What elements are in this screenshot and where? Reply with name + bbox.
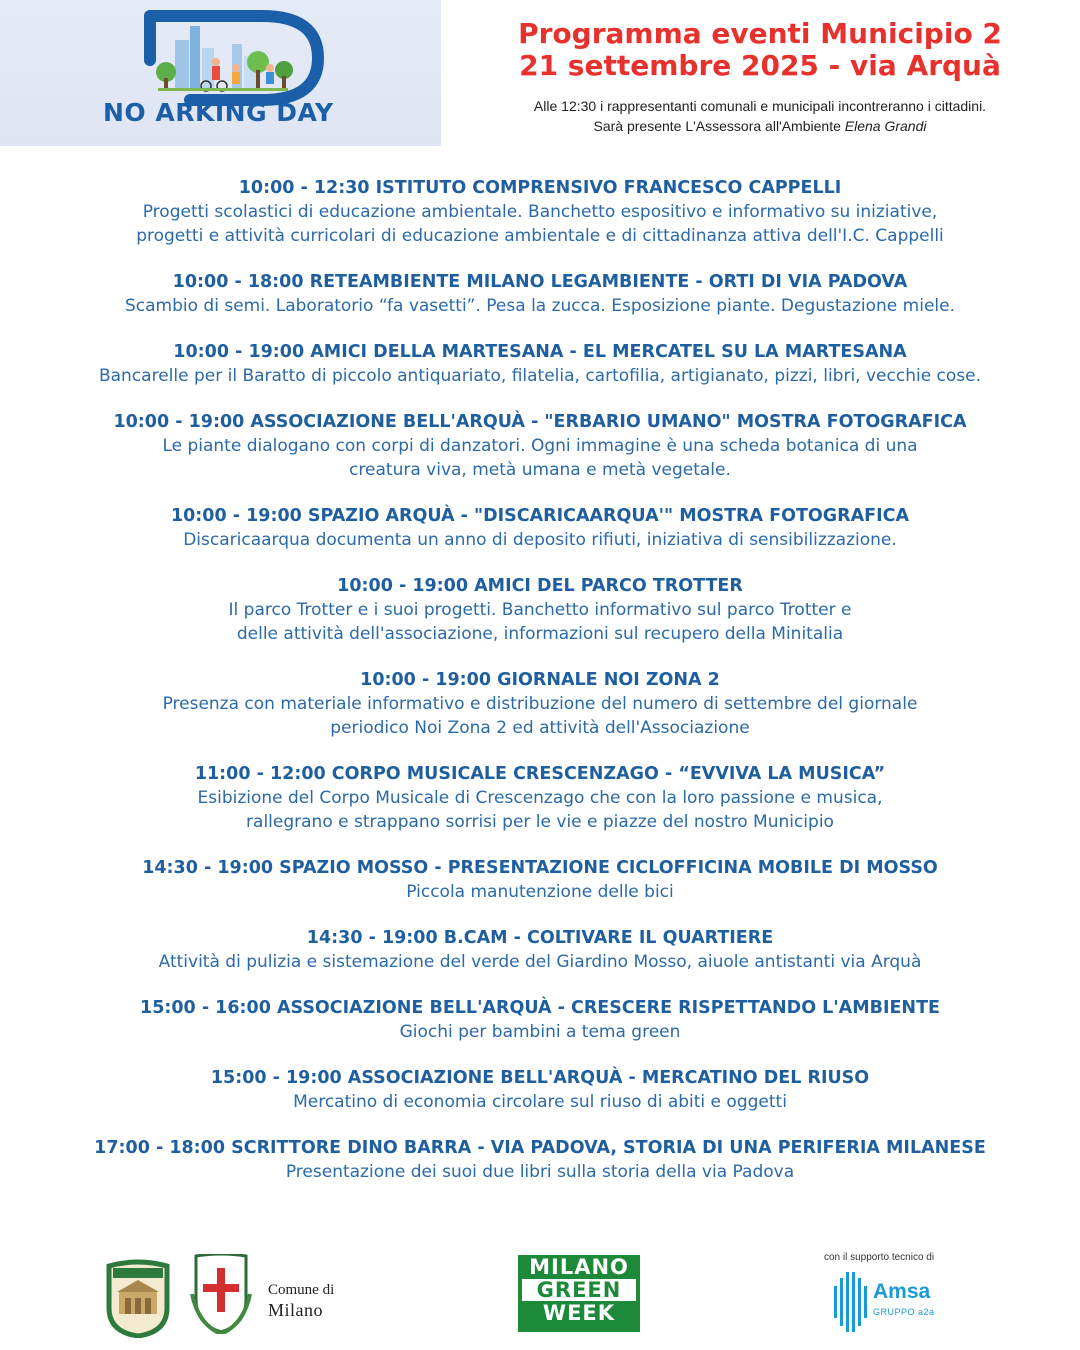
program-item <box>20 574 1060 646</box>
program-item-desc <box>20 880 1060 904</box>
footer-logos <box>0 1240 1080 1350</box>
desc-line: Discaricaarqua documenta un anno di deposito rifiuti, iniziativa di sensibilizzazione. <box>183 530 897 550</box>
header-note-prefix: Sarà presente L'Assessora all'Ambiente <box>593 118 845 134</box>
header <box>460 18 1060 136</box>
program-item-title: 11:00 - 12:00 CORPO MUSICALE CRESCENZAGO - “EVVIVA LA MUSICA” <box>194 764 886 784</box>
program-item-desc <box>20 692 1060 740</box>
amsa-support-label: con il supporto tecnico di <box>824 1252 935 1263</box>
mgw-line-1: MILANO <box>529 1255 629 1279</box>
program-item-desc <box>20 1160 1060 1184</box>
desc-line: delle attività dell'associazione, informazioni sul recupero della Minitalia <box>236 624 844 644</box>
mgw-line-2: GREEN <box>522 1279 636 1301</box>
program-item <box>20 1066 1060 1114</box>
program-item-title: 10:00 - 19:00 GIORNALE NOI ZONA 2 <box>360 670 720 690</box>
program-item-title: 14:30 - 19:00 B.CAM - COLTIVARE IL QUARTIERE <box>306 928 774 948</box>
header-note <box>460 96 1060 136</box>
comune-di-milano-label <box>268 1280 334 1320</box>
program-item <box>20 926 1060 974</box>
program-item-desc <box>20 786 1060 834</box>
program-item-title: 10:00 - 12:30 ISTITUTO COMPRENSIVO FRANCESCO CAPPELLI <box>238 178 842 198</box>
desc-line: periodico Noi Zona 2 ed attività dell'Associazione <box>330 718 750 738</box>
program-item-title: 15:00 - 19:00 ASSOCIAZIONE BELL'ARQUÀ - MERCATINO DEL RIUSO <box>210 1068 870 1088</box>
program-item-desc <box>20 200 1060 248</box>
program-item-title: 14:30 - 19:00 SPAZIO MOSSO - PRESENTAZIONE CICLOFFICINA MOBILE DI MOSSO <box>142 858 938 878</box>
program-item <box>20 1136 1060 1184</box>
program-item-title: 10:00 - 18:00 RETEAMBIENTE MILANO LEGAMBIENTE - ORTI DI VIA PADOVA <box>172 272 908 292</box>
program-item <box>20 270 1060 318</box>
amsa-logo-icon <box>834 1270 868 1334</box>
desc-line: Il parco Trotter e i suoi progetti. Banchetto informativo sul parco Trotter e <box>228 600 852 620</box>
program-item <box>20 504 1060 552</box>
program-item-desc <box>20 950 1060 974</box>
desc-line: Mercatino di economia circolare sul riuso di abiti e oggetti <box>293 1092 787 1112</box>
desc-line: Presenza con materiale informativo e distribuzione del numero di settembre del giornale <box>162 694 918 714</box>
logo-text: NO ARKING DAY <box>103 98 334 127</box>
title-line-1: Programma eventi Municipio 2 <box>518 17 1002 50</box>
amsa-group: GRUPPO a2a <box>873 1307 935 1317</box>
desc-line: Le piante dialogano con corpi di danzatori. Ogni immagine è una scheda botanica di una <box>162 436 918 456</box>
program-item-desc <box>20 434 1060 482</box>
program-item-desc <box>20 294 1060 318</box>
comune-line-2: Milano <box>268 1300 323 1320</box>
amsa-name: Amsa <box>873 1280 931 1303</box>
program-item-desc <box>20 598 1060 646</box>
program-item-title: 15:00 - 16:00 ASSOCIAZIONE BELL'ARQUÀ - CRESCERE RISPETTANDO L'AMBIENTE <box>140 998 940 1018</box>
program-item <box>20 762 1060 834</box>
program-item <box>20 410 1060 482</box>
assessora-name: Elena Grandi <box>844 118 927 134</box>
desc-line: Scambio di semi. Laboratorio “fa vasetti”. Pesa la zucca. Esposizione piante. Degustazione miele. <box>124 296 955 316</box>
header-note-line-1: Alle 12:30 i rappresentanti comunali e municipali incontreranno i cittadini. <box>533 98 987 114</box>
desc-line: Bancarelle per il Baratto di piccolo antiquariato, filatelia, cartofilia, artigianato, pizzi, libri, vecchie cose. <box>98 366 982 386</box>
program-item-desc <box>20 528 1060 552</box>
program-item <box>20 856 1060 904</box>
program-item <box>20 340 1060 388</box>
program-item-title: 10:00 - 19:00 SPAZIO ARQUÀ - "DISCARICAARQUA'" MOSTRA FOTOGRAFICA <box>170 506 910 526</box>
program-item-desc <box>20 364 1060 388</box>
program-list <box>20 176 1060 1206</box>
program-item-title: 17:00 - 18:00 SCRITTORE DINO BARRA - VIA PADOVA, STORIA DI UNA PERIFERIA MILANESE <box>94 1138 986 1158</box>
desc-line: Piccola manutenzione delle bici <box>406 882 674 902</box>
program-item-desc <box>20 1020 1060 1044</box>
program-item <box>20 996 1060 1044</box>
desc-line: creatura viva, metà umana e metà vegetale. <box>349 460 731 480</box>
program-item <box>20 176 1060 248</box>
comune-line-1: Comune di <box>268 1282 335 1298</box>
desc-line: Esibizione del Corpo Musicale di Crescenzago che con la loro passione e musica, <box>197 788 883 808</box>
desc-line: Attività di pulizia e sistemazione del verde del Giardino Mosso, aiuole antistanti via Arquà <box>158 952 922 972</box>
municipio-2-badge-icon <box>103 1258 173 1338</box>
desc-line: progetti e attività curricolari di educazione ambientale e di cittadinanza attiva dell'I.C. Cappelli <box>136 226 944 246</box>
comune-di-milano-crest-icon <box>190 1254 252 1334</box>
title-line-2: 21 settembre 2025 - via Arquà <box>519 49 1001 82</box>
program-item-title: 10:00 - 19:00 ASSOCIAZIONE BELL'ARQUÀ - "ERBARIO UMANO" MOSTRA FOTOGRAFICA <box>113 412 967 432</box>
program-item-title: 10:00 - 19:00 AMICI DELLA MARTESANA - EL MERCATEL SU LA MARTESANA <box>173 342 907 362</box>
desc-line: Presentazione dei suoi due libri sulla storia della via Padova <box>285 1162 795 1182</box>
desc-line: Progetti scolastici di educazione ambientale. Banchetto espositivo e informativo su iniziative, <box>142 202 938 222</box>
no-parking-day-logo <box>0 0 441 146</box>
mgw-line-3: WEEK <box>542 1301 616 1325</box>
milano-green-week-logo <box>518 1255 640 1332</box>
desc-line: Giochi per bambini a tema green <box>399 1022 681 1042</box>
desc-line: rallegrano e strappano sorrisi per le vie e piazze del nostro Municipio <box>246 812 834 832</box>
header-note-line-2 <box>460 116 1060 136</box>
program-item-title: 10:00 - 19:00 AMICI DEL PARCO TROTTER <box>337 576 743 596</box>
page-title <box>460 18 1060 82</box>
program-item-desc <box>20 1090 1060 1114</box>
program-item <box>20 668 1060 740</box>
